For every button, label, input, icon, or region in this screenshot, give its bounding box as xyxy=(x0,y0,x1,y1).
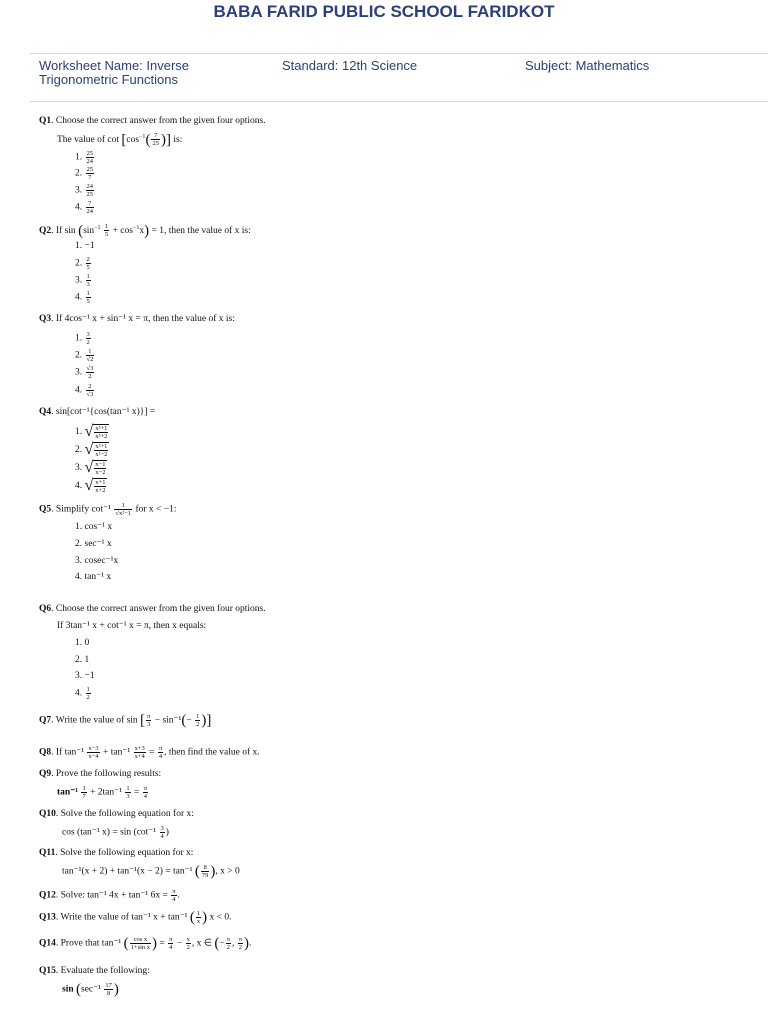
option: 4. $\frac{7}{24}$ xyxy=(75,200,93,215)
question-1: Q1. Choose the correct answer from the given four options. xyxy=(39,116,266,126)
question-6-stem: If 3tan⁻¹ x + cot⁻¹ x = π, then x equals: xyxy=(57,621,207,631)
option: 4. $\frac{2}{√3}$ xyxy=(75,383,94,398)
question-9-expression: tan⁻¹ $\frac{1}{7}$ + 2tan⁻¹ $\frac{1}{3}$ = $\frac{\pi}{4}$ xyxy=(57,785,148,800)
question-12: Q12. Solve: tan⁻¹ 4x + tan⁻¹ 6x = $\frac{\pi}{4}$ . xyxy=(39,888,180,903)
option: 2. 1 xyxy=(75,655,90,665)
question-1-stem: The value of $\cot [\cos^{-1}$( $\frac{7}{25}$ )] is: xyxy=(57,131,183,148)
option: 3. $\frac{√3}{2}$ xyxy=(75,365,94,380)
question-2: Q2. If $\sin (\sin^{-1}$ $\frac{1}{5}$ + $\cos^{-1}x) = 1$, then the value of x is: xyxy=(39,222,251,239)
option: 3. −1 xyxy=(75,671,95,681)
option: 3. $\frac{1}{3}$ xyxy=(75,273,90,288)
option: 1. cos⁻¹ x xyxy=(75,522,113,532)
question-15-expression: sin (sec⁻¹ $\frac{17}{8}$ ) xyxy=(62,981,119,998)
option: 3. $\frac{24}{25}$ xyxy=(75,183,93,198)
school-name: BABA FARID PUBLIC SCHOOL FARIDKOT xyxy=(213,2,555,21)
option: 3. cosec⁻¹x xyxy=(75,556,119,566)
question-14: Q14. Prove that tan⁻¹ ( $\frac{\text{cos x}}{\text{1+sin x}}$ ) = $\frac{\pi}{4}$ − $\frac{x}{2}$ , x ∈ (− $\frac{\pi}{2}$ , $\frac{\pi}{2}$ ). xyxy=(39,935,252,952)
standard-label: Standard: 12th Science xyxy=(282,58,418,73)
question-11: Q11. Solve the following equation for x: xyxy=(39,848,194,858)
option: 2. sec⁻¹ x xyxy=(75,539,112,549)
option: 4. √ $\frac{x+1}{x+2}$ xyxy=(75,477,106,494)
question-3: Q3. If 4cos⁻¹ x + sin⁻¹ x = π, then the value of x is: xyxy=(39,314,235,324)
question-text: Choose the correct answer from the given four options. xyxy=(55,116,266,126)
question-15: Q15. Evaluate the following: xyxy=(39,966,150,976)
option: 4. tan⁻¹ x xyxy=(75,572,112,582)
question-8: Q8. If tan⁻¹ $\frac{x-3}{x-4}$ + tan⁻¹ $\frac{x+3}{x+4}$ = $\frac{\pi}{4}$ , then find the value of x. xyxy=(39,745,260,760)
header-divider-top xyxy=(30,53,768,54)
question-11-expression: tan⁻¹(x + 2) + tan⁻¹(x − 2) = tan⁻¹ ( $\frac{8}{79}$ ), x > 0 xyxy=(62,863,240,880)
fraction: $\frac{7}{25}$ xyxy=(152,132,159,148)
question-5: Q5. Simplify cot⁻¹ $\frac{1}{\text{√x²−1}}$ for x < −1: xyxy=(39,502,177,517)
question-9: Q9. Prove the following results: xyxy=(39,769,162,779)
worksheet-name-line1: Worksheet Name: Inverse xyxy=(39,58,190,73)
question-4: Q4. sin[cot⁻¹{cos(tan⁻¹ x)}] = xyxy=(39,407,156,417)
header-divider-bottom xyxy=(30,101,768,102)
question-10: Q10. Solve the following equation for x: xyxy=(39,809,194,819)
question-10-expression: cos (tan⁻¹ x) = sin (cot⁻¹ $\frac{3}{4}$ ) xyxy=(62,825,169,840)
option: 2. $\frac{2}{5}$ xyxy=(75,256,90,271)
stem-text: The value of cot xyxy=(57,135,119,146)
subject-label: Subject: Mathematics xyxy=(525,58,650,73)
option: 1. $\frac{25}{24}$ xyxy=(75,150,93,165)
option: 1. 0 xyxy=(75,638,90,648)
question-6: Q6. Choose the correct answer from the given four options. xyxy=(39,604,266,614)
worksheet-name-line2: Trigonometric Functions xyxy=(39,72,178,87)
option: 2. √ $\frac{\text{x²+1}}{\text{x²−2}}$ xyxy=(75,441,108,458)
option: 1. $\frac{3}{2}$ xyxy=(75,331,90,346)
option: 3. √ $\frac{x-1}{x-2}$ xyxy=(75,459,106,476)
option: 1. −1 xyxy=(75,241,95,251)
question-number: Q1 xyxy=(39,116,52,126)
worksheet-name xyxy=(39,59,239,87)
option: 2. $\frac{25}{7}$ xyxy=(75,166,93,181)
stem-text-end: is: xyxy=(173,135,183,146)
option: 1. √ $\frac{\text{x²+1}}{\text{x²+2}}$ xyxy=(75,423,108,440)
option: 4. $\frac{1}{5}$ xyxy=(75,290,90,305)
question-7: Q7. Write the value of sin [ $\frac{\pi}{3}$ − sin⁻¹(− $\frac{1}{2}$ )] xyxy=(39,712,212,729)
option: 4. $\frac{1}{2}$ xyxy=(75,686,90,701)
question-13: Q13. Write the value of tan⁻¹ x + tan⁻¹ ( $\frac{1}{x}$ ) x < 0. xyxy=(39,909,232,926)
option: 2. $\frac{1}{√2}$ xyxy=(75,348,94,363)
